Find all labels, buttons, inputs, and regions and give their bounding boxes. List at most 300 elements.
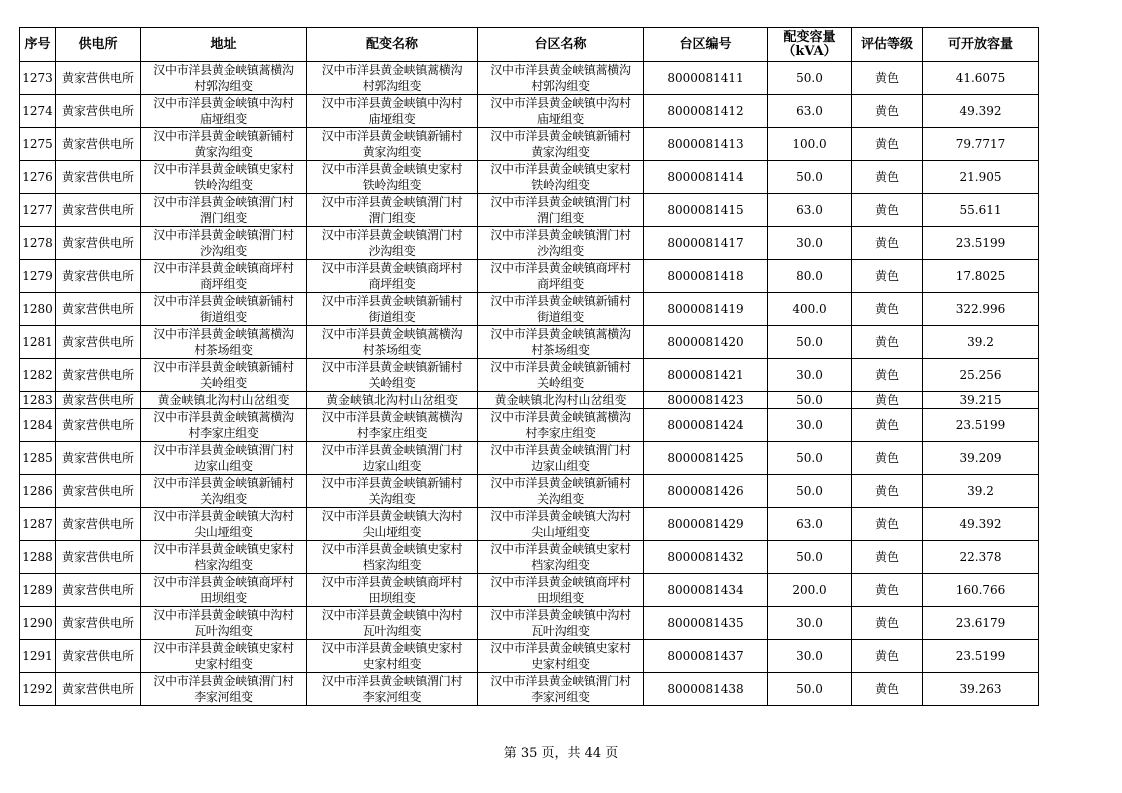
cell-transformer-name-line2: 边家山组变 [362,459,422,473]
cell-area-name-line1: 汉中市洋县黄金峡镇中沟村 [490,608,631,622]
table-row [20,409,1039,442]
cell-grade: 黄色 [852,161,923,194]
cell-no: 1273 [20,62,56,95]
cell-area-code: 8000081426 [644,475,768,508]
cell-transformer-name-line1: 汉中市洋县黄金峡镇中沟村 [321,608,463,622]
cell-area-code: 8000081429 [644,508,768,541]
cell-area-code: 8000081415 [644,194,768,227]
cell-station: 黄家营供电所 [56,541,141,574]
cell-address [141,62,307,95]
cell-address [141,194,307,227]
cell-capacity: 30.0 [768,607,852,640]
cell-transformer-name [307,293,478,326]
cell-transformer-name-line2: 关沟组变 [368,492,416,506]
cell-area-code: 8000081412 [644,95,768,128]
cell-no: 1278 [20,227,56,260]
cell-transformer-name [307,607,478,640]
cell-address-line2: 田坝组变 [200,591,247,605]
cell-station: 黄家营供电所 [56,260,141,293]
cell-address-line2: 档家沟组变 [194,558,253,572]
cell-open-capacity: 49.392 [923,95,1039,128]
cell-no: 1282 [20,359,56,392]
cell-address-line2: 尖山垭组变 [194,525,253,539]
table-row [20,673,1039,706]
cell-transformer-name [307,260,478,293]
cell-no: 1288 [20,541,56,574]
header-row [20,28,1039,62]
cell-address [141,95,307,128]
cell-address [141,442,307,475]
cell-capacity: 50.0 [768,541,852,574]
cell-area-name-line1: 汉中市洋县黄金峡镇蒿横沟 [490,410,631,424]
cell-address-line1: 汉中市洋县黄金峡镇新铺村 [153,360,294,374]
cell-no: 1289 [20,574,56,607]
cell-transformer-name-line1: 汉中市洋县黄金峡镇中沟村 [321,96,463,110]
cell-station: 黄家营供电所 [56,673,141,706]
cell-area-name [478,161,644,194]
cell-transformer-name-line2: 档家沟组变 [362,558,422,572]
cell-address [141,227,307,260]
cell-grade: 黄色 [852,475,923,508]
cell-area-code: 8000081438 [644,673,768,706]
table-row [20,161,1039,194]
cell-area-name-line2: 沙沟组变 [537,244,584,258]
cell-address-line1: 汉中市洋县黄金峡镇蒿横沟 [153,63,294,77]
cell-open-capacity: 23.6179 [923,607,1039,640]
cell-station: 黄家营供电所 [56,640,141,673]
cell-address [141,260,307,293]
cell-capacity: 50.0 [768,161,852,194]
cell-address [141,673,307,706]
cell-station: 黄家营供电所 [56,62,141,95]
cell-transformer-name-line2: 田坝组变 [368,591,416,605]
cell-area-name-line1: 汉中市洋县黄金峡镇蒿横沟 [490,327,631,341]
cell-address-line2: 史家村组变 [194,657,253,671]
cell-grade: 黄色 [852,62,923,95]
cell-capacity: 200.0 [768,574,852,607]
cell-no: 1286 [20,475,56,508]
cell-open-capacity: 79.7717 [923,128,1039,161]
cell-area-name-line2: 关岭组变 [537,376,584,390]
cell-area-name-line1: 汉中市洋县黄金峡镇渭门村 [490,443,631,457]
cell-address-line2: 边家山组变 [194,459,253,473]
cell-no: 1283 [20,392,56,409]
cell-open-capacity: 23.5199 [923,640,1039,673]
cell-grade: 黄色 [852,326,923,359]
cell-area-name [478,442,644,475]
cell-grade: 黄色 [852,227,923,260]
cell-open-capacity: 25.256 [923,359,1039,392]
cell-transformer-name [307,128,478,161]
cell-address [141,161,307,194]
cell-area-name [478,574,644,607]
header-area-name: 台区名称 [478,28,644,62]
table-row [20,95,1039,128]
cell-capacity: 50.0 [768,326,852,359]
cell-area-code: 8000081437 [644,640,768,673]
cell-address-line2: 李家河组变 [194,690,253,704]
cell-transformer-name-line2: 村郭沟组变 [362,79,422,93]
cell-capacity: 100.0 [768,128,852,161]
cell-area-name [478,475,644,508]
cell-address-line2: 关沟组变 [200,492,247,506]
cell-area-name-line2: 庙垭组变 [537,112,584,126]
cell-area-name [478,293,644,326]
cell-area-code: 8000081424 [644,409,768,442]
cell-transformer-name-line1: 黄金峡镇北沟村山岔组变 [325,393,458,407]
cell-area-name-line1: 汉中市洋县黄金峡镇史家村 [490,542,631,556]
cell-station: 黄家营供电所 [56,475,141,508]
cell-no: 1279 [20,260,56,293]
cell-open-capacity: 17.8025 [923,260,1039,293]
cell-transformer-name-line1: 汉中市洋县黄金峡镇渭门村 [321,674,463,688]
cell-grade: 黄色 [852,541,923,574]
cell-grade: 黄色 [852,673,923,706]
cell-address-line2: 街道组变 [200,310,247,324]
cell-area-name [478,673,644,706]
cell-station: 黄家营供电所 [56,508,141,541]
cell-area-name-line1: 汉中市洋县黄金峡镇新铺村 [490,360,631,374]
cell-capacity: 63.0 [768,508,852,541]
cell-area-name-line1: 汉中市洋县黄金峡镇大沟村 [490,509,631,523]
header-station: 供电所 [56,28,141,62]
cell-area-name-line1: 汉中市洋县黄金峡镇渭门村 [490,228,631,242]
cell-address-line1: 汉中市洋县黄金峡镇渭门村 [153,443,294,457]
cell-transformer-name-line1: 汉中市洋县黄金峡镇史家村 [321,162,463,176]
cell-area-name-line2: 边家山组变 [531,459,590,473]
cell-area-name-line1: 汉中市洋县黄金峡镇史家村 [490,162,631,176]
cell-address [141,128,307,161]
cell-address-line1: 汉中市洋县黄金峡镇史家村 [153,542,294,556]
cell-transformer-name-line2: 关岭组变 [368,376,416,390]
table-row [20,260,1039,293]
cell-area-name [478,409,644,442]
cell-grade: 黄色 [852,574,923,607]
cell-transformer-name [307,194,478,227]
page-footer: 第 35 页，共 44 页 [503,746,619,761]
cell-address-line1: 汉中市洋县黄金峡镇大沟村 [153,509,294,523]
cell-transformer-name [307,227,478,260]
cell-transformer-name [307,673,478,706]
cell-area-name [478,508,644,541]
cell-area-name-line2: 渭门组变 [537,211,584,225]
cell-station: 黄家营供电所 [56,95,141,128]
cell-address-line1: 汉中市洋县黄金峡镇中沟村 [153,608,294,622]
cell-address-line1: 汉中市洋县黄金峡镇新铺村 [153,476,294,490]
cell-area-name-line2: 村郭沟组变 [531,79,590,93]
cell-area-name-line2: 瓦叶沟组变 [531,624,590,638]
cell-area-code: 8000081423 [644,392,768,409]
cell-address-line1: 汉中市洋县黄金峡镇渭门村 [153,674,294,688]
cell-open-capacity: 322.996 [923,293,1039,326]
cell-area-name-line2: 街道组变 [537,310,584,324]
cell-address [141,359,307,392]
cell-address-line1: 汉中市洋县黄金峡镇中沟村 [153,96,294,110]
cell-transformer-name-line2: 庙垭组变 [368,112,416,126]
cell-area-name [478,392,644,409]
cell-no: 1290 [20,607,56,640]
cell-station: 黄家营供电所 [56,128,141,161]
cell-area-code: 8000081413 [644,128,768,161]
cell-address [141,392,307,409]
cell-address-line2: 瓦叶沟组变 [194,624,253,638]
cell-area-name [478,326,644,359]
cell-area-name-line1: 汉中市洋县黄金峡镇新铺村 [490,476,631,490]
cell-capacity: 50.0 [768,673,852,706]
table-row [20,640,1039,673]
cell-area-name-line2: 黄家沟组变 [531,145,590,159]
cell-transformer-name-line2: 尖山垭组变 [362,525,422,539]
cell-address-line2: 沙沟组变 [200,244,247,258]
cell-address-line2: 黄家沟组变 [194,145,253,159]
cell-area-name-line2: 村李家庄组变 [525,426,596,440]
cell-address [141,475,307,508]
cell-open-capacity: 39.215 [923,392,1039,409]
cell-grade: 黄色 [852,128,923,161]
header-open-capacity: 可开放容量 [923,28,1039,62]
cell-grade: 黄色 [852,392,923,409]
table-row [20,359,1039,392]
cell-area-name-line2: 铁岭沟组变 [531,178,590,192]
cell-area-code: 8000081414 [644,161,768,194]
cell-grade: 黄色 [852,409,923,442]
cell-open-capacity: 49.392 [923,508,1039,541]
cell-address-line1: 汉中市洋县黄金峡镇商坪村 [153,575,294,589]
cell-transformer-name [307,475,478,508]
table-row [20,326,1039,359]
cell-area-name [478,260,644,293]
cell-area-name-line2: 尖山垭组变 [531,525,590,539]
cell-capacity: 50.0 [768,392,852,409]
cell-transformer-name [307,442,478,475]
cell-transformer-name-line2: 商坪组变 [368,277,416,291]
cell-transformer-name-line2: 黄家沟组变 [362,145,422,159]
cell-capacity: 63.0 [768,95,852,128]
cell-transformer-name-line2: 村茶场组变 [362,343,422,357]
header-transformer-name: 配变名称 [307,28,478,62]
cell-area-name-line1: 汉中市洋县黄金峡镇史家村 [490,641,631,655]
cell-area-name-line2: 李家河组变 [531,690,590,704]
cell-transformer-name [307,392,478,409]
cell-area-name [478,95,644,128]
cell-area-name [478,194,644,227]
cell-transformer-name-line2: 史家村组变 [362,657,422,671]
cell-transformer-name-line2: 瓦叶沟组变 [362,624,422,638]
header-capacity: 配变容量 （kVA） [768,28,852,62]
cell-area-code: 8000081420 [644,326,768,359]
cell-area-name-line1: 汉中市洋县黄金峡镇蒿横沟 [490,63,631,77]
header-grade: 评估等级 [852,28,923,62]
cell-open-capacity: 39.209 [923,442,1039,475]
cell-no: 1287 [20,508,56,541]
cell-open-capacity: 39.2 [923,326,1039,359]
cell-area-code: 8000081417 [644,227,768,260]
cell-area-name-line1: 汉中市洋县黄金峡镇渭门村 [490,195,631,209]
table-row [20,475,1039,508]
cell-grade: 黄色 [852,640,923,673]
cell-capacity: 50.0 [768,62,852,95]
cell-area-name-line2: 村茶场组变 [531,343,590,357]
cell-capacity: 50.0 [768,475,852,508]
cell-transformer-name [307,508,478,541]
capacity-table [19,27,1039,706]
cell-address [141,293,307,326]
table-row [20,442,1039,475]
cell-no: 1280 [20,293,56,326]
cell-transformer-name [307,574,478,607]
cell-transformer-name-line2: 渭门组变 [368,211,416,225]
cell-area-name-line1: 汉中市洋县黄金峡镇新铺村 [490,129,631,143]
cell-transformer-name-line1: 汉中市洋县黄金峡镇新铺村 [321,294,463,308]
table-row [20,607,1039,640]
cell-capacity: 80.0 [768,260,852,293]
cell-area-code: 8000081432 [644,541,768,574]
cell-area-name [478,607,644,640]
cell-no: 1276 [20,161,56,194]
cell-area-code: 8000081435 [644,607,768,640]
cell-open-capacity: 39.2 [923,475,1039,508]
table-row [20,62,1039,95]
table-row [20,227,1039,260]
cell-address [141,574,307,607]
cell-area-name [478,227,644,260]
table-row [20,574,1039,607]
cell-area-code: 8000081411 [644,62,768,95]
cell-no: 1292 [20,673,56,706]
cell-area-name-line2: 商坪组变 [537,277,584,291]
cell-transformer-name-line2: 村李家庄组变 [356,426,428,440]
cell-no: 1274 [20,95,56,128]
table-row [20,392,1039,409]
cell-address [141,607,307,640]
cell-area-name-line2: 档家沟组变 [531,558,590,572]
cell-station: 黄家营供电所 [56,392,141,409]
table-row [20,128,1039,161]
cell-area-name-line2: 关沟组变 [537,492,584,506]
cell-grade: 黄色 [852,508,923,541]
cell-transformer-name [307,541,478,574]
cell-transformer-name-line1: 汉中市洋县黄金峡镇史家村 [321,542,463,556]
cell-transformer-name-line1: 汉中市洋县黄金峡镇新铺村 [321,476,463,490]
cell-address [141,326,307,359]
cell-station: 黄家营供电所 [56,326,141,359]
cell-no: 1284 [20,409,56,442]
cell-transformer-name [307,161,478,194]
cell-station: 黄家营供电所 [56,359,141,392]
cell-capacity: 63.0 [768,194,852,227]
table-row [20,508,1039,541]
cell-capacity: 30.0 [768,359,852,392]
cell-capacity: 30.0 [768,227,852,260]
cell-area-code: 8000081434 [644,574,768,607]
cell-no: 1281 [20,326,56,359]
cell-open-capacity: 21.905 [923,161,1039,194]
cell-area-name [478,359,644,392]
cell-transformer-name-line1: 汉中市洋县黄金峡镇蒿横沟 [321,410,463,424]
cell-no: 1275 [20,128,56,161]
cell-station: 黄家营供电所 [56,161,141,194]
cell-open-capacity: 41.6075 [923,62,1039,95]
cell-transformer-name [307,359,478,392]
cell-station: 黄家营供电所 [56,607,141,640]
cell-address-line1: 汉中市洋县黄金峡镇蒿横沟 [153,327,294,341]
cell-transformer-name-line2: 街道组变 [368,310,416,324]
cell-grade: 黄色 [852,293,923,326]
cell-open-capacity: 55.611 [923,194,1039,227]
cell-area-name-line1: 汉中市洋县黄金峡镇商坪村 [490,575,631,589]
cell-capacity: 30.0 [768,409,852,442]
cell-grade: 黄色 [852,95,923,128]
table-row [20,293,1039,326]
cell-area-name [478,128,644,161]
cell-transformer-name-line2: 沙沟组变 [368,244,416,258]
cell-transformer-name-line1: 汉中市洋县黄金峡镇渭门村 [321,443,463,457]
cell-address-line2: 渭门组变 [200,211,247,225]
cell-open-capacity: 23.5199 [923,409,1039,442]
cell-area-name-line1: 汉中市洋县黄金峡镇商坪村 [490,261,631,275]
cell-address-line2: 村茶场组变 [194,343,253,357]
cell-transformer-name-line1: 汉中市洋县黄金峡镇新铺村 [321,129,463,143]
cell-no: 1277 [20,194,56,227]
cell-transformer-name [307,95,478,128]
cell-address [141,541,307,574]
cell-grade: 黄色 [852,194,923,227]
cell-station: 黄家营供电所 [56,194,141,227]
cell-grade: 黄色 [852,442,923,475]
cell-open-capacity: 22.378 [923,541,1039,574]
cell-station: 黄家营供电所 [56,574,141,607]
cell-address-line2: 关岭组变 [200,376,247,390]
cell-area-name-line2: 田坝组变 [537,591,584,605]
cell-no: 1291 [20,640,56,673]
cell-grade: 黄色 [852,260,923,293]
header-area-code: 台区编号 [644,28,768,62]
cell-transformer-name-line1: 汉中市洋县黄金峡镇蒿横沟 [321,327,463,341]
cell-address-line1: 汉中市洋县黄金峡镇史家村 [153,162,294,176]
cell-transformer-name-line2: 李家河组变 [362,690,422,704]
cell-address-line2: 庙垭组变 [200,112,247,126]
cell-transformer-name [307,640,478,673]
cell-transformer-name-line1: 汉中市洋县黄金峡镇商坪村 [321,261,463,275]
table-row [20,541,1039,574]
cell-area-name-line1: 黄金峡镇北沟村山岔组变 [494,393,627,407]
cell-address-line1: 汉中市洋县黄金峡镇新铺村 [153,294,294,308]
cell-transformer-name [307,326,478,359]
cell-station: 黄家营供电所 [56,409,141,442]
cell-transformer-name-line1: 汉中市洋县黄金峡镇大沟村 [321,509,463,523]
cell-area-name-line2: 史家村组变 [531,657,590,671]
cell-area-code: 8000081425 [644,442,768,475]
cell-address [141,508,307,541]
cell-area-name [478,541,644,574]
cell-transformer-name-line2: 铁岭沟组变 [362,178,422,192]
cell-transformer-name-line1: 汉中市洋县黄金峡镇史家村 [321,641,463,655]
cell-address-line2: 商坪组变 [200,277,247,291]
cell-address-line1: 汉中市洋县黄金峡镇新铺村 [153,129,294,143]
cell-area-code: 8000081418 [644,260,768,293]
cell-transformer-name-line1: 汉中市洋县黄金峡镇新铺村 [321,360,463,374]
cell-area-code: 8000081419 [644,293,768,326]
cell-address-line1: 汉中市洋县黄金峡镇蒿横沟 [153,410,294,424]
table-row [20,194,1039,227]
cell-address-line1: 黄金峡镇北沟村山岔组变 [157,393,290,407]
cell-station: 黄家营供电所 [56,227,141,260]
cell-address [141,409,307,442]
cell-address-line2: 村郭沟组变 [194,79,253,93]
cell-area-code: 8000081421 [644,359,768,392]
cell-no: 1285 [20,442,56,475]
cell-address-line1: 汉中市洋县黄金峡镇商坪村 [153,261,294,275]
